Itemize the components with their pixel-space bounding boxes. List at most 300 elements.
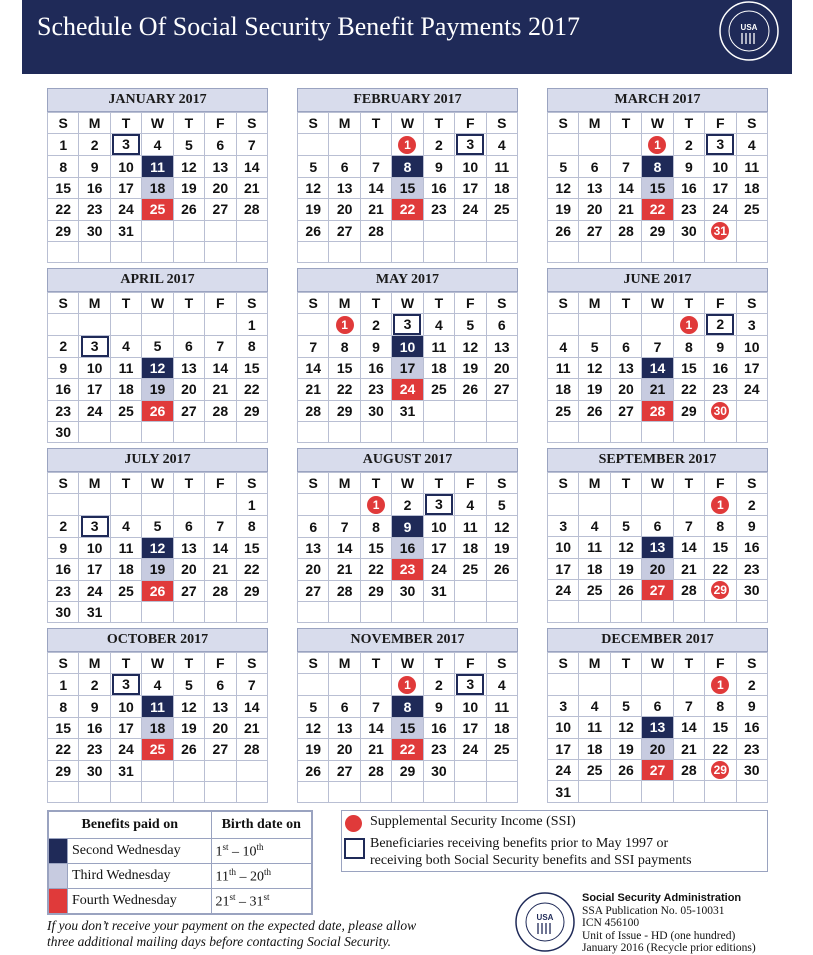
day-cell [673,515,704,536]
day-cell [486,516,517,537]
day-cell [579,695,610,716]
day-number: 23 [743,560,760,577]
day-cell [205,739,236,760]
day-number: 16 [712,359,729,376]
day-number: 1 [59,676,68,693]
day-number: 9 [685,158,693,175]
day-cell [486,739,517,760]
day-cell [392,357,423,378]
day-cell [610,336,641,357]
day-cell [642,738,673,759]
weekday-header: S [548,293,579,314]
day-cell [705,717,736,738]
empty-day-cell [736,400,767,421]
day-cell [392,760,423,781]
day-number: 8 [247,518,256,535]
day-number: 9 [59,359,68,376]
day-number: 19 [149,561,166,578]
day-number: 28 [305,402,321,419]
day-number: 8 [716,697,725,714]
ssi-dot-icon [345,815,362,832]
day-cell [329,379,360,400]
day-cell [392,537,423,558]
day-number: 9 [90,698,99,715]
day-number: 9 [716,338,725,355]
early-beneficiary-marker: 3 [425,494,453,515]
day-cell [48,674,79,696]
day-cell [486,674,517,696]
empty-day-cell [579,674,610,695]
day-number: 1 [247,496,256,513]
day-number: 24 [399,381,416,398]
day-number: 14 [243,698,260,715]
empty-day-cell [548,494,579,515]
day-cell [579,579,610,600]
day-number: 6 [216,676,225,693]
day-cell [142,357,173,378]
day-number: 27 [336,222,353,239]
day-cell [110,760,141,781]
day-cell [205,580,236,601]
empty-day-cell [705,241,736,262]
day-number: 18 [493,179,510,196]
empty-day-cell [173,781,204,802]
day-number: 19 [618,740,634,757]
day-number: 12 [305,719,321,736]
day-cell [705,156,736,177]
day-number: 19 [181,719,197,736]
day-number: 25 [586,582,603,599]
day-cell [142,156,173,177]
day-number: 23 [368,381,384,398]
day-number: 14 [336,539,353,556]
day-cell [110,717,141,738]
day-number: 7 [372,698,380,715]
day-cell [642,400,673,421]
day-cell [142,537,173,558]
day-cell [329,537,360,558]
day-number: 6 [590,158,599,175]
day-cell [673,400,704,421]
empty-day-cell [705,601,736,622]
empty-day-cell [673,674,704,695]
empty-day-cell [205,601,236,622]
day-number: 9 [59,539,68,556]
weekday-header: M [79,113,110,134]
day-cell [329,220,360,241]
day-number: 22 [243,561,260,578]
day-cell [673,379,704,400]
weekday-header: M [579,113,610,134]
day-cell [673,134,704,156]
weekday-header: S [736,113,767,134]
day-cell [736,156,767,177]
ssi-payment-marker: 1 [711,676,729,694]
day-number: 2 [403,496,412,513]
empty-day-cell [610,674,641,695]
day-cell [48,515,79,537]
day-number: 27 [181,402,197,419]
day-number: 2 [372,316,380,333]
day-cell [298,400,329,421]
day-number: 14 [681,719,697,736]
empty-day-cell [736,241,767,262]
day-cell [392,580,423,601]
day-cell [173,156,204,177]
weekday-header: F [455,113,486,134]
day-cell [205,696,236,717]
empty-day-cell [48,494,79,515]
day-number: 14 [212,359,229,376]
day-cell [579,336,610,357]
day-cell [79,537,110,558]
day-cell [736,515,767,536]
day-cell [360,559,391,580]
day-number: 9 [372,338,380,355]
day-number: 29 [368,582,384,599]
empty-day-cell [298,601,329,622]
day-number: 26 [618,762,634,779]
ssi-payment-marker: 1 [711,496,729,514]
day-number: 30 [743,762,760,779]
day-number: 15 [55,179,71,196]
day-cell [110,156,141,177]
day-cell [79,220,110,241]
day-cell [142,696,173,717]
day-number: 15 [336,359,353,376]
ssi-payment-marker: 1 [648,136,666,154]
day-number: 25 [586,762,603,779]
legend-row-fourth [49,889,312,914]
weekday-header: T [673,653,704,674]
day-cell [579,156,610,177]
day-cell [455,314,486,336]
day-number: 18 [555,381,571,398]
day-cell [486,156,517,177]
day-cell [298,739,329,760]
day-cell [486,379,517,400]
day-cell [673,199,704,220]
empty-day-cell [455,781,486,802]
day-cell [392,717,423,738]
empty-day-cell [142,494,173,515]
month-calendar [547,88,768,263]
day-number: 21 [368,741,384,758]
day-number: 17 [118,179,134,196]
day-cell [642,695,673,716]
empty-day-cell [360,421,391,442]
day-cell [360,314,391,336]
day-number: 5 [309,158,318,175]
day-cell [455,674,486,696]
day-number: 9 [403,518,412,535]
empty-day-cell [673,781,704,802]
day-cell [298,580,329,601]
day-number: 15 [649,179,666,196]
day-cell [205,400,236,421]
day-number: 30 [55,424,71,441]
day-cell [642,156,673,177]
day-cell [642,579,673,600]
day-number: 2 [435,136,443,153]
day-cell [455,516,486,537]
day-cell [736,379,767,400]
day-cell [548,537,579,558]
ssi-payment-marker: 30 [711,402,729,420]
day-cell [298,357,329,378]
legend-label: Third Wednesday [68,864,212,889]
day-number: 26 [493,561,510,578]
day-cell [173,515,204,537]
day-number: 26 [149,582,166,599]
day-number: 13 [305,539,321,556]
day-cell [455,537,486,558]
day-number: 19 [586,381,603,398]
day-number: 4 [122,518,130,535]
empty-day-cell [173,421,204,442]
day-number: 14 [305,359,321,376]
weekday-header: M [329,653,360,674]
day-number: 27 [586,222,603,239]
day-number: 9 [747,697,756,714]
empty-day-cell [642,601,673,622]
day-cell [548,579,579,600]
day-cell [392,400,423,421]
day-number: 27 [181,582,197,599]
day-number: 4 [435,316,443,333]
empty-day-cell [173,494,204,515]
day-cell [610,579,641,600]
weekday-header: T [360,293,391,314]
day-number: 4 [747,136,756,153]
empty-day-cell [736,601,767,622]
day-number: 8 [247,338,256,355]
day-number: 12 [149,359,166,376]
empty-day-cell [173,241,204,262]
weekday-header: W [642,293,673,314]
day-cell [610,400,641,421]
day-number: 10 [118,158,134,175]
day-number: 22 [399,741,416,758]
day-number: 8 [403,158,412,175]
day-cell [236,156,267,177]
empty-day-cell [298,241,329,262]
day-number: 29 [649,222,666,239]
day-cell [486,537,517,558]
day-cell [610,695,641,716]
day-cell [110,134,141,156]
weekday-header: M [79,473,110,494]
day-cell [236,400,267,421]
day-cell [642,759,673,780]
day-cell [486,494,517,516]
day-cell [486,696,517,717]
day-cell [48,379,79,400]
day-number: 13 [212,698,229,715]
weekday-header: F [455,473,486,494]
day-number: 24 [86,582,103,599]
day-cell [705,357,736,378]
day-cell [142,400,173,421]
day-cell [205,674,236,696]
empty-day-cell [110,314,141,335]
weekday-header: W [642,653,673,674]
weekday-header: W [392,473,423,494]
day-number: 13 [586,179,603,196]
empty-day-cell [579,314,610,336]
empty-day-cell [329,494,360,516]
day-cell [673,357,704,378]
day-cell [110,220,141,241]
day-number: 21 [681,560,697,577]
day-number: 26 [305,222,321,239]
day-cell [736,336,767,357]
day-number: 1 [247,316,256,333]
day-cell [79,674,110,696]
day-cell [455,717,486,738]
day-number: 4 [153,136,162,153]
empty-day-cell [110,494,141,515]
empty-day-cell [642,781,673,802]
day-cell [142,515,173,537]
empty-day-cell [236,421,267,442]
empty-day-cell [705,781,736,802]
day-number: 12 [305,179,321,196]
day-number: 21 [243,179,260,196]
day-number: 10 [743,338,760,355]
empty-day-cell [455,400,486,421]
weekday-header: S [736,293,767,314]
weekday-header: S [548,113,579,134]
day-number: 9 [747,517,756,534]
day-number: 16 [681,179,697,196]
day-number: 12 [181,158,197,175]
day-number: 29 [336,402,353,419]
day-cell [610,177,641,198]
day-cell [142,177,173,198]
early-beneficiary-marker: 3 [456,674,484,695]
day-cell [423,739,454,760]
day-cell [205,134,236,156]
ssa-date: January 2016 (Recycle prior editions) [582,942,756,954]
empty-day-cell [236,241,267,262]
day-cell [79,559,110,580]
weekday-header: T [673,473,704,494]
empty-day-cell [142,314,173,335]
day-number: 7 [685,517,693,534]
day-cell [548,738,579,759]
day-number: 28 [681,582,697,599]
day-number: 4 [153,676,162,693]
day-number: 11 [587,539,603,556]
day-cell [298,220,329,241]
day-number: 21 [681,740,697,757]
empty-day-cell [205,220,236,241]
day-number: 15 [368,539,384,556]
day-cell [236,199,267,220]
day-number: 23 [712,381,729,398]
day-cell [110,674,141,696]
boxed-legend-line2: receiving both Social Security benefits and SSI payments [370,853,692,868]
weekday-header: T [610,293,641,314]
day-number: 7 [622,158,630,175]
day-number: 9 [435,698,443,715]
month-title: NOVEMBER 2017 [297,628,518,652]
empty-day-cell [548,314,579,336]
day-cell [329,516,360,537]
day-number: 12 [493,518,510,535]
empty-day-cell [736,421,767,442]
second-wednesday-swatch [49,839,68,864]
day-cell [298,537,329,558]
empty-day-cell [486,601,517,622]
day-cell [579,738,610,759]
day-number: 2 [59,338,68,355]
day-number: 22 [681,381,697,398]
day-number: 31 [118,762,134,779]
day-number: 19 [462,359,479,376]
day-cell [642,537,673,558]
weekday-header: T [423,653,454,674]
empty-day-cell [392,421,423,442]
day-number: 18 [493,719,510,736]
day-number: 19 [181,179,197,196]
day-cell [423,516,454,537]
day-cell [455,336,486,357]
day-number: 25 [493,201,510,218]
empty-day-cell [79,314,110,335]
day-number: 6 [653,517,662,534]
empty-day-cell [455,760,486,781]
day-cell [79,134,110,156]
early-beneficiary-marker: 3 [706,134,734,155]
day-number: 9 [435,158,443,175]
day-number: 21 [212,561,229,578]
day-cell [236,335,267,357]
day-number: 10 [462,158,479,175]
day-number: 29 [243,582,260,599]
weekday-header: T [110,293,141,314]
day-number: 18 [149,179,166,196]
day-cell [329,400,360,421]
legend-range: 11th – 20th [211,864,311,889]
day-number: 17 [462,719,479,736]
day-cell [360,177,391,198]
day-cell [736,537,767,558]
day-cell [423,156,454,177]
weekday-header: T [360,653,391,674]
day-number: 16 [431,179,447,196]
day-cell [579,199,610,220]
day-number: 27 [493,381,510,398]
early-beneficiary-marker: 3 [393,314,421,335]
day-number: 13 [181,359,197,376]
seal-center-text: USA [740,23,758,32]
day-cell [548,515,579,536]
day-cell [705,494,736,515]
weekday-header: F [455,653,486,674]
day-number: 3 [559,517,568,534]
empty-day-cell [455,421,486,442]
day-cell [579,558,610,579]
day-cell [673,579,704,600]
weekday-header: F [705,653,736,674]
day-cell [392,516,423,537]
empty-day-cell [579,494,610,515]
day-number: 23 [86,741,103,758]
early-beneficiary-marker: 2 [706,314,734,335]
weekday-header: S [236,293,267,314]
